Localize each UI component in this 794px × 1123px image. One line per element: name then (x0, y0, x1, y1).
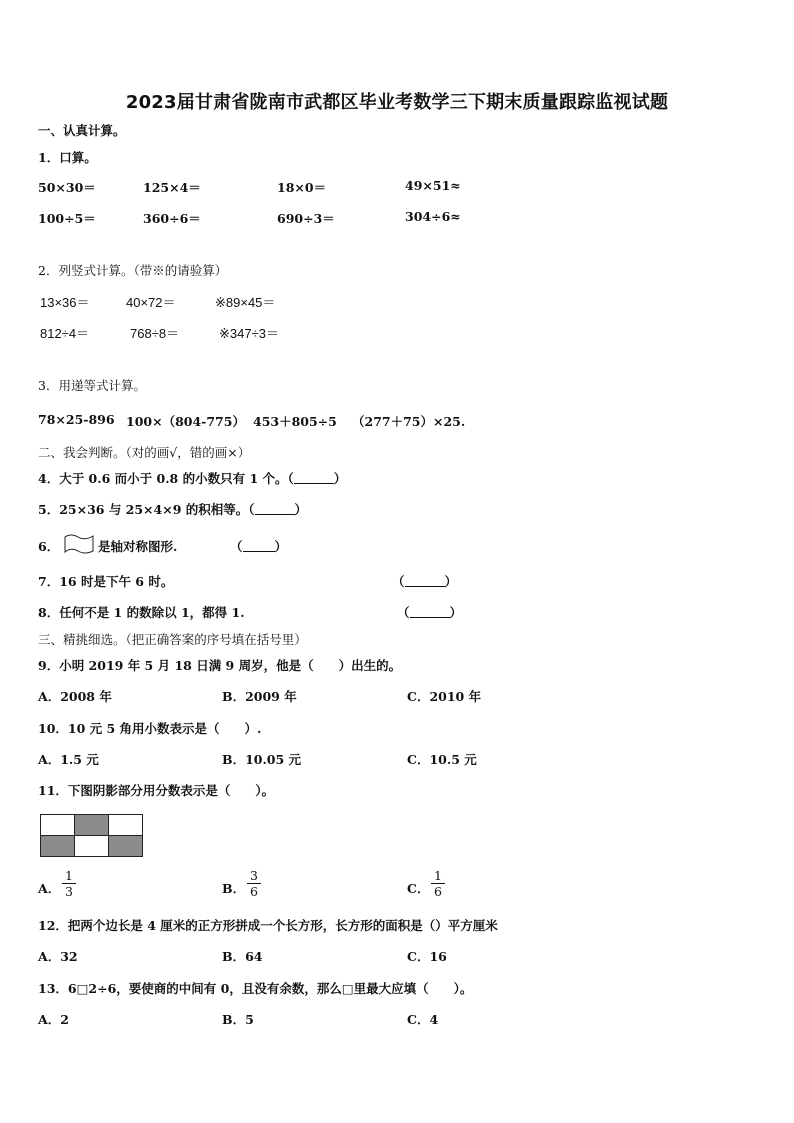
grid-cell (75, 836, 109, 857)
q1-item: 50×30＝ (38, 180, 96, 195)
q1-item: 100÷5＝ (38, 211, 96, 226)
q12-option-c[interactable]: C．16 (407, 949, 447, 964)
q3-item: （277＋75）×25. (352, 414, 466, 429)
q2-item: 812÷4＝ (40, 326, 90, 341)
q10-option-b[interactable]: B．10.05 元 (222, 752, 302, 767)
q1-item: 125×4＝ (143, 180, 201, 195)
q11-option-a[interactable]: A． (38, 881, 61, 896)
q2-label: 2．列竖式计算。（带※的请验算） (38, 263, 228, 278)
q5-text: 5．25×36 与 25×4×9 的积相等。（ (38, 502, 255, 517)
grid-cell (41, 815, 75, 836)
q13-option-b[interactable]: B．5 (222, 1012, 254, 1027)
q7-answer-blank[interactable] (405, 574, 445, 587)
grid-cell (41, 836, 75, 857)
q12-option-b[interactable]: B．64 (222, 949, 263, 964)
q7-answer (392, 572, 457, 590)
q9-text: 9．小明 2019 年 5 月 18 日满 9 周岁，他是（ ）出生的。 (38, 658, 402, 673)
q4-answer-blank[interactable] (294, 471, 334, 484)
q5-question (38, 500, 307, 518)
grid-cell (75, 815, 109, 836)
section-1-heading: 一、认真计算。 (38, 123, 126, 138)
q11-option-b[interactable]: B． (222, 881, 246, 896)
q11-text: 11．下图阴影部分用分数表示是（ ）。 (38, 783, 275, 798)
q12-text: 12．把两个边长是 4 厘米的正方形拼成一个长方形，长方形的面积是（）平方厘米 (38, 918, 498, 933)
q9-option-a[interactable]: A．2008 年 (38, 689, 112, 704)
q4-text: 4．大于 0.6 而小于 0.8 的小数只有 1 个。（ (38, 471, 294, 486)
q10-option-a[interactable]: A．1.5 元 (38, 752, 99, 767)
q5-close: ） (294, 502, 308, 517)
q7-text: 7．16 时是下午 6 时。 (38, 574, 174, 589)
q2-item: 40×72＝ (126, 295, 176, 310)
q11-option-c[interactable]: C． (407, 881, 430, 896)
q6-open: （ (230, 539, 243, 554)
section-2-heading: 二、我会判断。（对的画√，错的画×） (38, 445, 251, 460)
q6-number: 6． (38, 539, 60, 554)
q13-option-a[interactable]: A．2 (38, 1012, 69, 1027)
q11-option-c-fraction (431, 868, 445, 899)
q1-item: 690÷3＝ (277, 211, 335, 226)
q8-answer (397, 603, 462, 621)
grid-cell (109, 836, 143, 857)
q7-close: ） (444, 574, 458, 589)
q2-item: 768÷8＝ (130, 326, 180, 341)
q11-option-a-fraction (62, 868, 76, 899)
q1-item: 360÷6＝ (143, 211, 201, 226)
q8-close: ） (449, 605, 463, 620)
q9-option-c[interactable]: C．2010 年 (407, 689, 482, 704)
fraction-numerator: 1 (431, 868, 445, 884)
q11-option-b-fraction (247, 868, 261, 899)
q6-answer (230, 537, 287, 555)
q7-open: （ (392, 574, 405, 589)
q1-item: 49×51≈ (405, 178, 461, 193)
q3-label: 3．用递等式计算。 (38, 378, 146, 393)
q11-shaded-grid (40, 814, 143, 857)
q5-answer-blank[interactable] (255, 502, 295, 515)
q2-item: ※89×45＝ (215, 295, 276, 310)
section-3-heading: 三、精挑细选。（把正确答案的序号填在括号里） (38, 632, 307, 647)
q13-option-c[interactable]: C．4 (407, 1012, 439, 1027)
page-title: 2023届甘肃省陇南市武都区毕业考数学三下期末质量跟踪监视试题 (125, 92, 669, 113)
q8-open: （ (397, 605, 410, 620)
q10-text: 10．10 元 5 角用小数表示是（ ）. (38, 721, 262, 736)
grid-cell (109, 815, 143, 836)
q3-item: 453＋805÷5 (253, 414, 337, 429)
q13-text: 13．6□2÷6，要使商的中间有 0，且没有余数，那么□里最大应填（ ）。 (38, 981, 473, 996)
q6-text: 是轴对称图形. (98, 539, 178, 554)
q12-option-a[interactable]: A．32 (38, 949, 78, 964)
fraction-denominator: 6 (434, 884, 442, 899)
q4-question (38, 469, 346, 487)
fraction-numerator: 3 (247, 868, 261, 884)
q8-answer-blank[interactable] (410, 605, 450, 618)
q4-close: ） (333, 471, 347, 486)
q8-text: 8．任何不是 1 的数除以 1，都得 1. (38, 605, 245, 620)
q9-option-b[interactable]: B．2009 年 (222, 689, 297, 704)
q2-item: ※347÷3＝ (219, 326, 279, 341)
wave-flag-figure-icon (62, 532, 96, 556)
fraction-numerator: 1 (62, 868, 76, 884)
q3-item: 78×25-896 (38, 412, 115, 427)
q10-option-c[interactable]: C．10.5 元 (407, 752, 477, 767)
q1-label: 1．口算。 (38, 150, 97, 165)
q3-item: 100×（804-775） (126, 414, 245, 429)
q1-item: 18×0＝ (277, 180, 327, 195)
fraction-denominator: 3 (65, 884, 73, 899)
q2-item: 13×36＝ (40, 295, 90, 310)
q6-close: ） (274, 539, 288, 554)
q6-answer-blank[interactable] (243, 539, 275, 552)
q1-item: 304÷6≈ (405, 209, 461, 224)
fraction-denominator: 6 (250, 884, 258, 899)
